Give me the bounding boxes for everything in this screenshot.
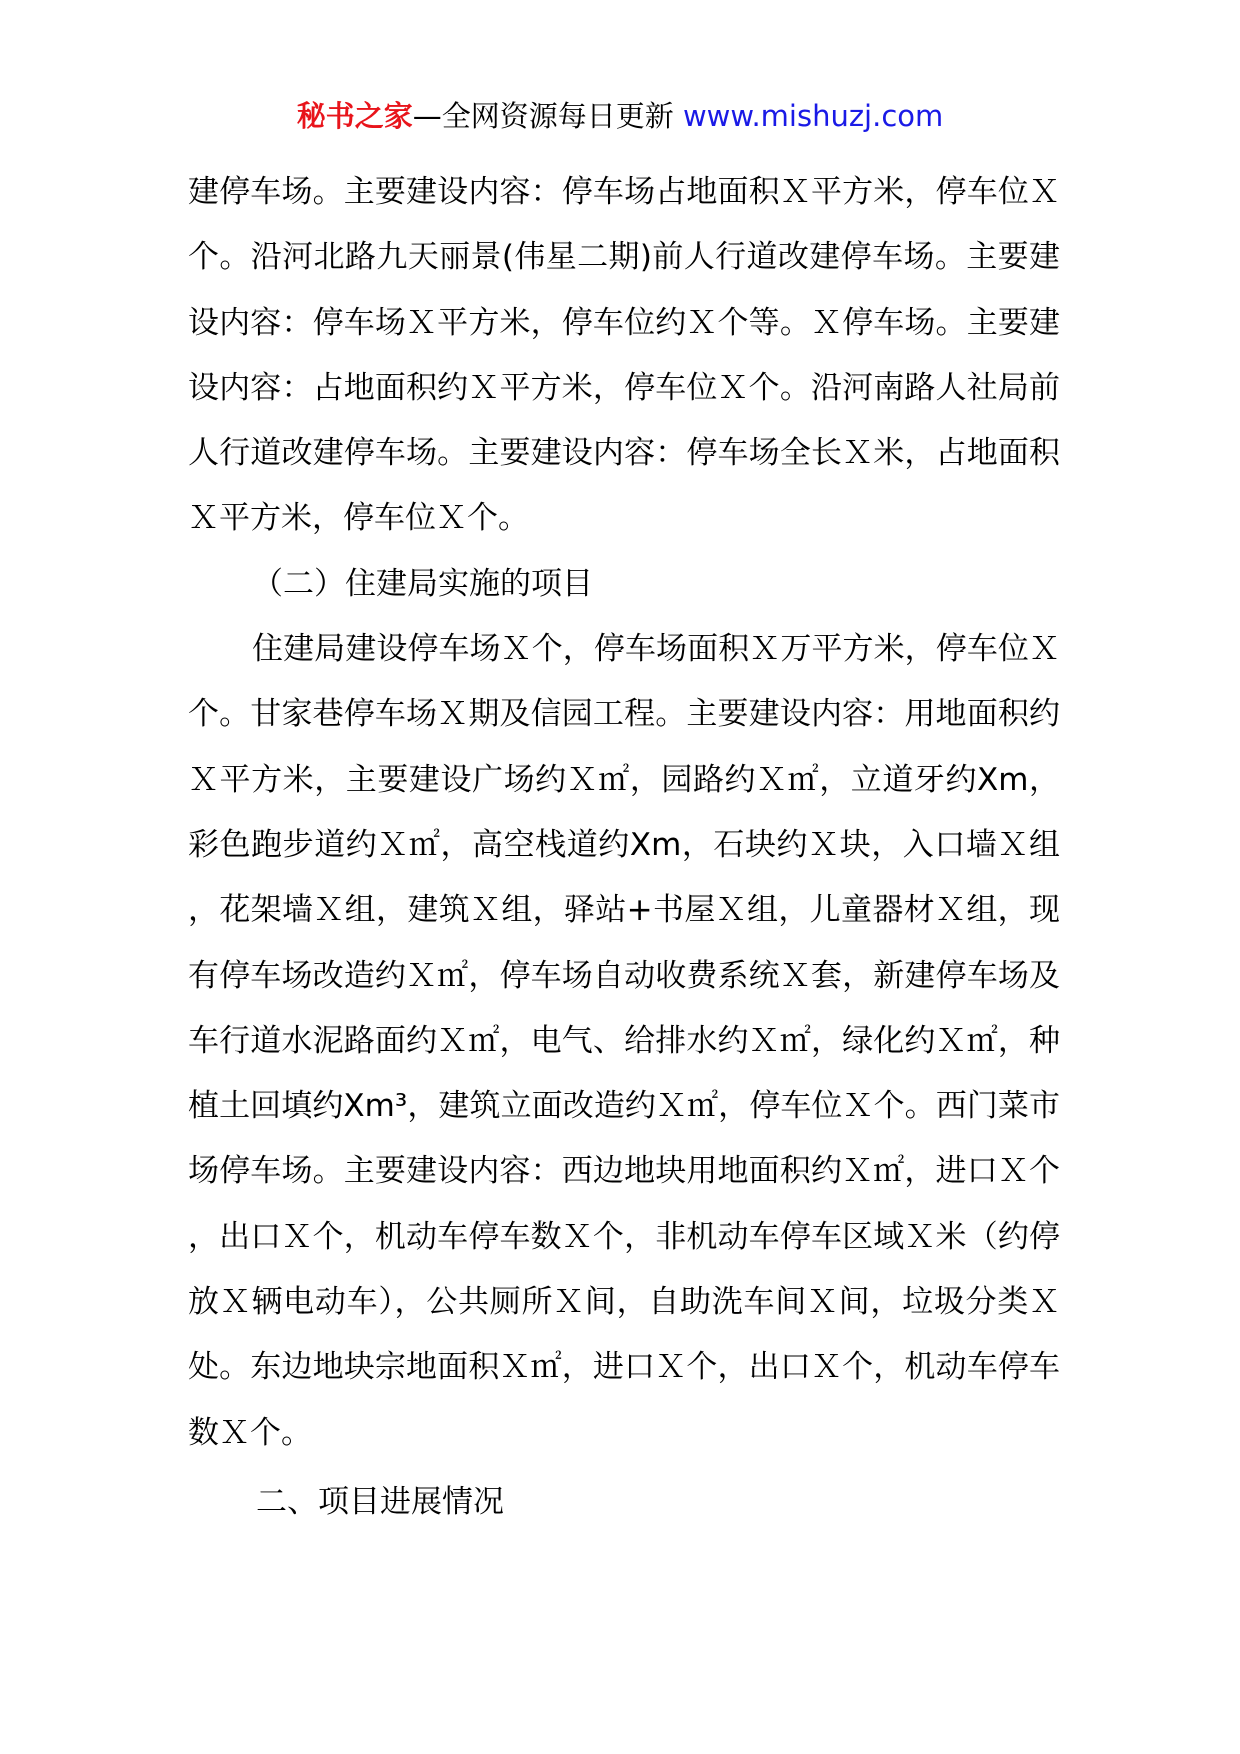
subheading-housing-bureau-projects: （二）住建局实施的项目 [252,565,593,602]
site-header [0,96,1240,136]
brand-name: 秘书之家 [296,99,413,133]
section-heading-progress: 二、项目进展情况 [256,1483,504,1520]
header-tagline: —全网资源每日更新 [412,99,674,133]
site-url-link[interactable]: www.mishuzj.com [682,99,944,133]
document-body [188,160,1060,1535]
paragraph-parking-projects: 建停车场。主要建设内容：停车场占地面积Ｘ平方米，停车位Ｘ个。沿河北路九天丽景(伟星二期)前人行道改建停车场。主要建设内容：停车场Ｘ平方米，停车位约Ｘ个等。Ｘ停车场。主要建设内容：占地面积约Ｘ平方米，停车位Ｘ个。沿河南路人社局前人行道改建停车场。主要建设内容：停车场全长Ｘ米，占地面积Ｘ平方米，停车位Ｘ个。 [188,174,1060,537]
paragraph-housing-bureau-details: 住建局建设停车场Ｘ个，停车场面积Ｘ万平方米，停车位Ｘ个。甘家巷停车场Ｘ期及信园工程。主要建设内容：用地面积约Ｘ平方米，主要建设广场约Ｘ㎡，园路约Ｘ㎡，立道牙约Xm，彩色跑步道约Ｘ㎡，高空栈道约Xm，石块约Ｘ块，入口墙Ｘ组，花架墙Ｘ组，建筑Ｘ组，驿站+书屋Ｘ组，儿童器材Ｘ组，现有停车场改造约Ｘ㎡，停车场自动收费系统Ｘ套，新建停车场及车行道水泥路面约Ｘ㎡，电气、给排水约Ｘ㎡，绿化约Ｘ㎡，种植土回填约Xm³，建筑立面改造约Ｘ㎡，停车位Ｘ个。西门菜市场停车场。主要建设内容：西边地块用地面积约Ｘ㎡，进口Ｘ个，出口Ｘ个，机动车停车数Ｘ个，非机动车停车区域Ｘ米（约停放Ｘ辆电动车），公共厕所Ｘ间，自助洗车间Ｘ间，垃圾分类Ｘ处。东边地块宗地面积Ｘ㎡，进口Ｘ个，出口Ｘ个，机动车停车数Ｘ个。 [188,631,1060,1451]
